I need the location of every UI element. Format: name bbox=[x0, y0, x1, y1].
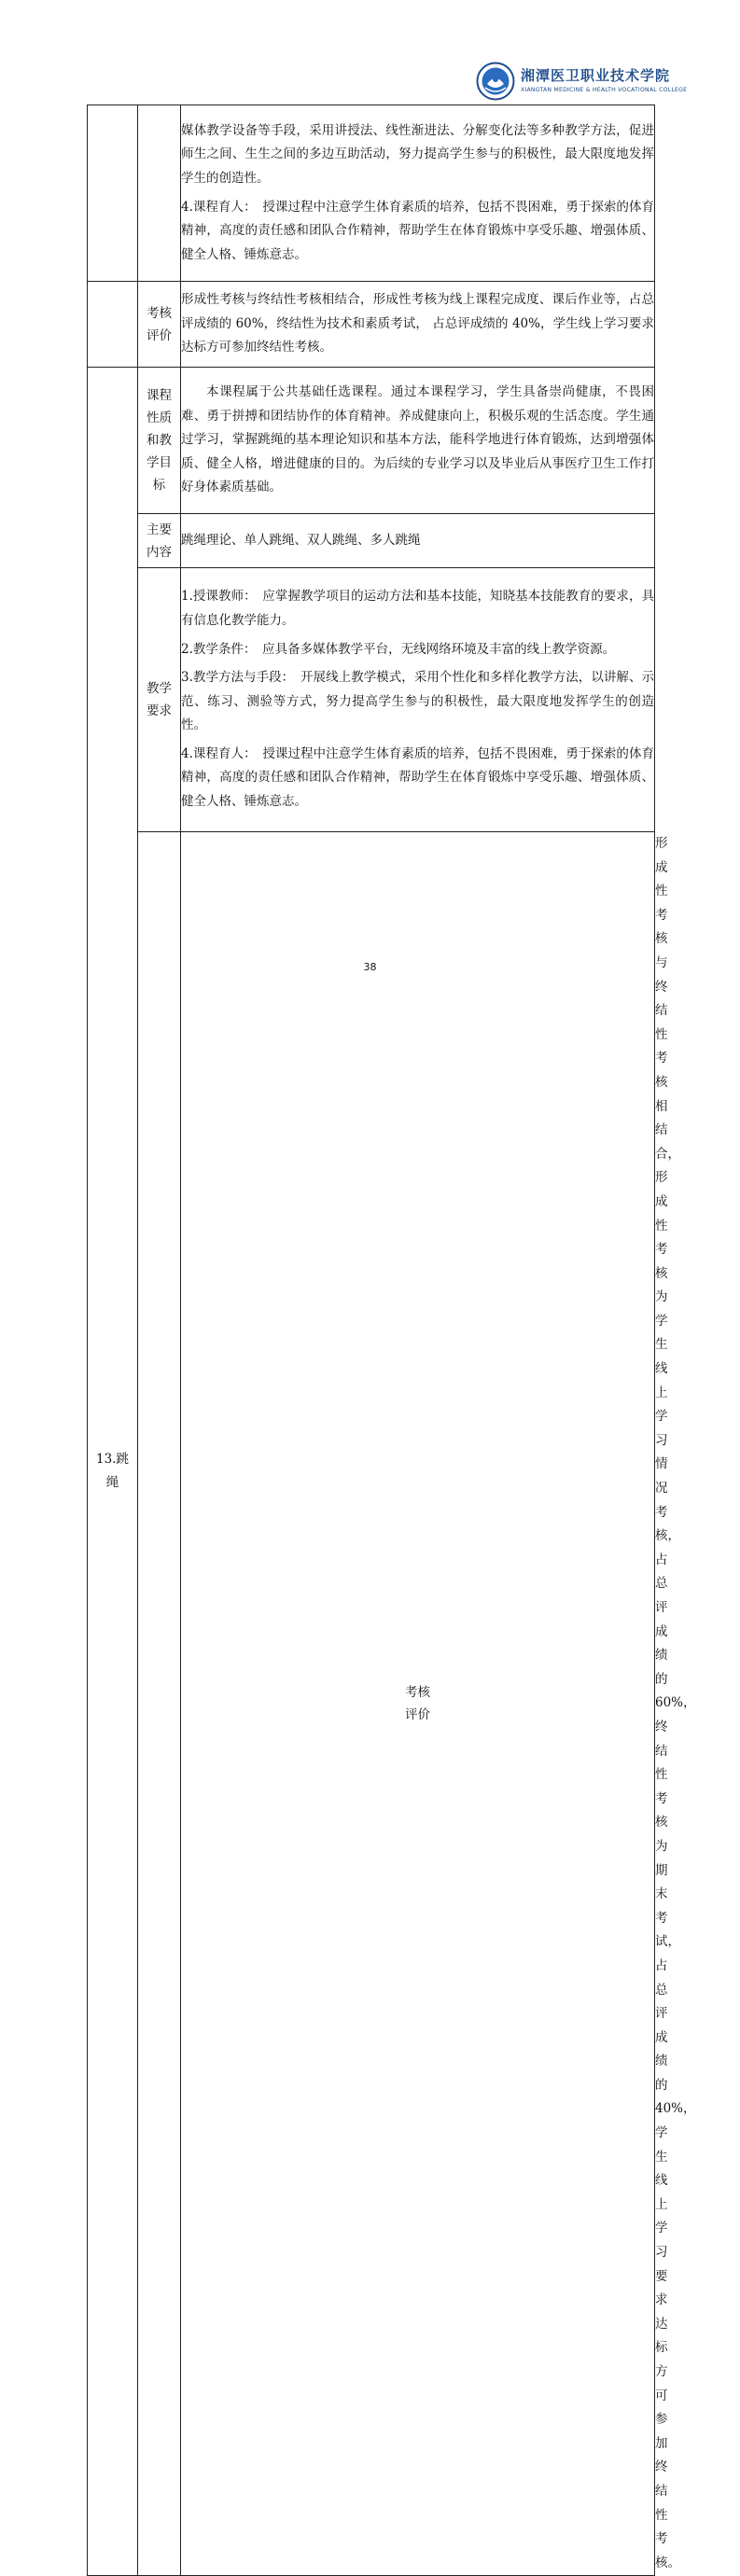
course-name-cell bbox=[88, 105, 138, 282]
table-row: 考核 评价 形成性考核与终结性考核相结合，形成性考核为学生线上学习情况考核，占总评成绩的 60%，终结性考核为期末考试，占总评成绩的 40%，学生线上学习要求达标方可参加终结性考核。 bbox=[88, 832, 655, 2576]
course-name-cell bbox=[88, 282, 138, 368]
teacher-requirement: 1.授课教师： 应掌握教学项目的运动方法和基本技能，知晓基本技能教育的要求，具有信息化教学能力。 bbox=[181, 589, 654, 628]
content-label: 主要 内容 bbox=[138, 514, 181, 568]
assessment-text: 形成性考核与终结性考核相结合，形成性考核为线上课程完成度、课后作业等，占总评成绩的 60%，终结性为技术和素质考试， 占总评成绩的 40%，学生线上学习要求达标方可参加终结性考核。 bbox=[181, 282, 655, 368]
table-row bbox=[88, 514, 655, 568]
table-row bbox=[88, 568, 655, 832]
college-emblem-icon bbox=[476, 62, 515, 101]
requirements-label: 教学 要求 bbox=[138, 568, 181, 832]
content-text: 跳绳理论、单人跳绳、双人跳绳、多人跳绳 bbox=[181, 514, 655, 568]
method-requirement: 3.教学方法与手段： 开展线上教学模式，采用个性化和多样化教学方法，以讲解、示范、练习、测验等方式，努力提高学生参与的积极性，最大限度地发挥学生的创造性。 bbox=[181, 670, 654, 733]
course-table bbox=[87, 104, 696, 2576]
page-number: 38 bbox=[363, 961, 377, 973]
college-name: 湘潭医卫职业技术学院 bbox=[521, 67, 671, 84]
method-text: 媒体教学设备等手段，采用讲授法、线性渐进法、分解变化法等多种教学方法，促进师生之间、生生之间的多边互助活动，努力提高学生参与的积极性，最大限度地发挥学生的创造性。 bbox=[181, 122, 654, 186]
row-label-cell bbox=[138, 105, 181, 282]
college-name-en: XIANGTAN MEDICINE & HEALTH VOCATIONAL COLLEGE bbox=[521, 87, 688, 93]
assessment-label: 考核 评价 bbox=[138, 282, 181, 368]
table-row bbox=[88, 368, 655, 514]
assessment-label: 考核 评价 bbox=[181, 832, 655, 2576]
requirements-text bbox=[181, 568, 655, 832]
nature-label: 课程 性质 和教 学目 标 bbox=[138, 368, 181, 514]
education-requirement: 4.课程育人： 授课过程中注意学生体育素质的培养，包括不畏困难，勇于探索的体育精神，高度的责任感和团队合作精神，帮助学生在体育锻炼中享受乐趣、增强体质、健全人格、锤炼意志。 bbox=[181, 745, 654, 810]
nature-text: 本课程属于公共基础任选课程。通过本课程学习，学生具备崇尚健康，不畏困难、勇于拼搏和团结协作的体育精神。养成健康向上，积极乐观的生活态度。学生通过学习，掌握跳绳的基本理论知识和基本方法，能科学地进行体育锻炼，达到增强体质、健全人格，增进健康的目的。为后续的专业学习以及毕业后从事医疗卫生工作打好身体素质基础。 bbox=[181, 368, 655, 514]
education-text: 4.课程育人： 授课过程中注意学生体育素质的培养，包括不畏困难，勇于探索的体育精神，高度的责任感和团队合作精神，帮助学生在体育锻炼中享受乐趣、增强体质、健全人格、锤炼意志。 bbox=[181, 199, 654, 262]
condition-requirement: 2.教学条件： 应具备多媒体教学平台，无线网络环境及丰富的线上教学资源。 bbox=[181, 641, 616, 657]
table-row bbox=[88, 282, 655, 368]
table-row bbox=[88, 105, 655, 282]
college-logo bbox=[476, 62, 688, 103]
course-name: 13.跳 绳 bbox=[88, 368, 138, 2576]
method-continued-cell bbox=[181, 105, 655, 282]
course-name-cell bbox=[138, 832, 181, 2576]
